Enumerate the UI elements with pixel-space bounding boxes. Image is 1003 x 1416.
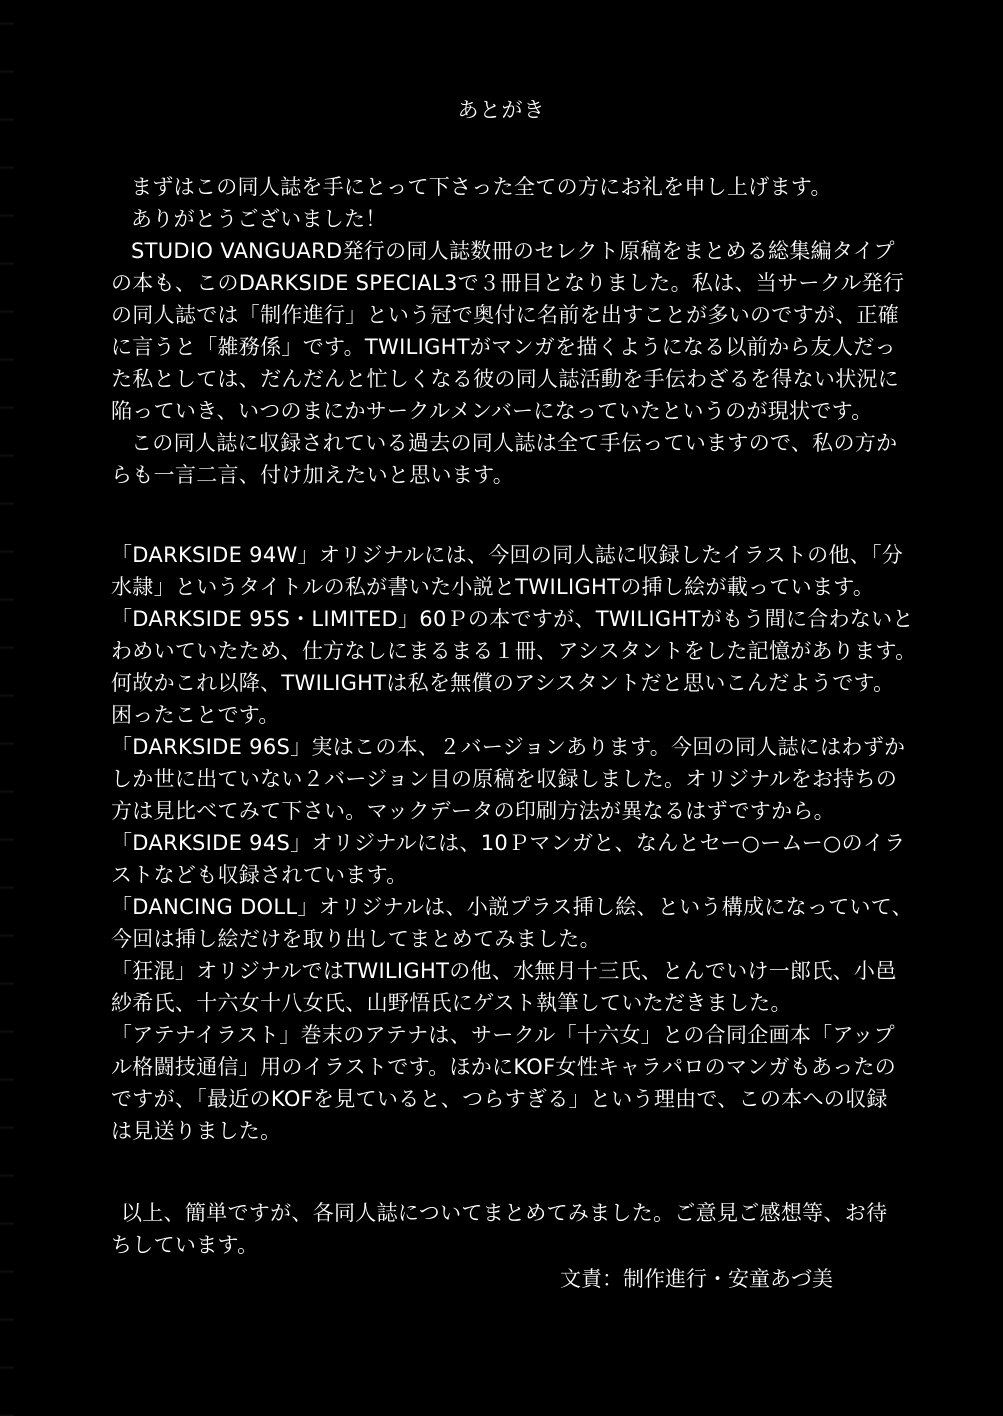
note-line: ですが、「最近のKOFを見ていると、つらすぎる」という理由で、この本への収録 xyxy=(111,1087,888,1111)
intro-line: まずはこの同人誌を手にとって下さった全ての方にお礼を申し上げます。 xyxy=(131,175,832,199)
signature: 文責：制作進行・安童あづ美 xyxy=(560,1267,833,1291)
note-line: 何故かこれ以降、TWILIGHTは私を無償のアシスタントだと思いこんだようです。 xyxy=(111,671,895,695)
note-line: 「アテナイラスト」巻末のアテナは、サークル「十六女」との合同企画本「アップ xyxy=(111,1023,895,1047)
note-line: ストなども収録されています。 xyxy=(111,863,408,887)
intro-line: 陥っていき、いつのまにかサークルメンバーになっていたというのが現状です。 xyxy=(111,399,873,423)
note-line: 方は見比べてみて下さい。マックデータの印刷方法が異なるはずですから。 xyxy=(111,799,835,823)
intro-line: らも一言二言、付け加えたいと思います。 xyxy=(111,463,515,487)
note-line: わめいていたため、仕方なしにまるまる１冊、アシスタントをした記憶があります。 xyxy=(111,639,917,663)
note-line: 「DARKSIDE 96S」実はこの本、２バージョンあります。今回の同人誌にはわずか xyxy=(111,735,906,759)
intro-line: に言うと「雑務係」です。TWILIGHTがマンガを描くようになる以前から友人だっ xyxy=(111,335,896,359)
note-line: しか世に出ていない２バージョン目の原稿を収録しました。オリジナルをお持ちの xyxy=(111,767,898,791)
note-line: ル格闘技通信」用のイラストです。ほかにKOF女性キャラパロのマンガもあったの xyxy=(111,1055,897,1079)
intro-line: た私としては、だんだんと忙しくなる彼の同人誌活動を手伝わざるを得ない状況に xyxy=(111,367,900,391)
intro-line: STUDIO VANGUARD発行の同人誌数冊のセレクト原稿をまとめる総集編タイプ xyxy=(131,239,895,263)
note-line: 困ったことです。 xyxy=(111,703,280,727)
note-line: 紗希氏、十六女十八女氏、山野悟氏にゲスト執筆していただきました。 xyxy=(111,991,792,1015)
note-line: 「DARKSIDE 95S・LIMITED」60Ｐの本ですが、TWILIGHTがもう間に合わないと xyxy=(111,607,914,631)
intro-line: の本も、このDARKSIDE SPECIAL3で３冊目となりました。私は、当サークル発行 xyxy=(111,271,905,295)
note-line: 「狂混」オリジナルではTWILIGHTの他、水無月十三氏、とんでいけ一郎氏、小邑 xyxy=(111,959,897,983)
intro-line: ありがとうございました！ xyxy=(131,207,387,231)
closing-line: ちしています。 xyxy=(111,1233,259,1257)
note-line: 「DARKSIDE 94S」オリジナルには、10Ｐマンガと、なんとセー○ームー○のイラ xyxy=(111,831,906,855)
note-line: は見送りました。 xyxy=(111,1119,282,1143)
intro-line: この同人誌に収録されている過去の同人誌は全て手伝っていますので、私の方か xyxy=(131,431,898,455)
note-line: 水隷」というタイトルの私が書いた小説とTWILIGHTの挿し絵が載っています。 xyxy=(111,575,875,599)
scan-edge xyxy=(0,0,14,1416)
note-line: 「DARKSIDE 94W」オリジナルには、今回の同人誌に収録したイラストの他、「分 xyxy=(111,543,904,567)
note-line: 今回は挿し絵だけを取り出してまとめてみました。 xyxy=(111,927,601,951)
closing-line: 以上、簡単ですが、各同人誌についてまとめてみました。ご意見ご感想等、お待 xyxy=(121,1201,888,1225)
intro-line: の同人誌では「制作進行」という冠で奥付に名前を出すことが多いのですが、正確 xyxy=(111,303,900,327)
page-title: あとがき xyxy=(457,98,546,122)
note-line: 「DANCING DOLL」オリジナルは、小説プラス挿し絵、という構成になっていて、 xyxy=(111,895,913,919)
